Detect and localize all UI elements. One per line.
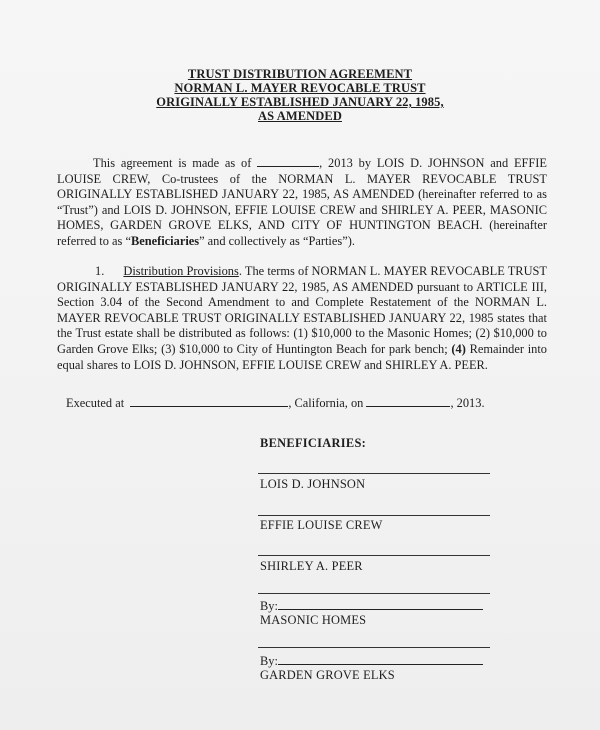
intro-text-start: This agreement is made as of	[93, 156, 258, 170]
execution-line	[66, 396, 485, 411]
execution-date-blank-line	[366, 396, 450, 407]
signature-line	[258, 647, 490, 648]
date-blank-line	[257, 156, 319, 167]
amended-title: AS AMENDED	[258, 109, 342, 123]
location-blank-line	[130, 396, 288, 407]
by-line	[260, 599, 483, 614]
trust-name-title: NORMAN L. MAYER REVOCABLE TRUST	[174, 81, 426, 95]
section-heading: Distribution Provisions	[123, 264, 239, 278]
signature-line	[258, 593, 490, 594]
item4-text: Remainder into equal shares to LOIS D. JOHNSON, EFFIE LOUISE CREW and SHIRLEY A. PEER.	[57, 341, 547, 372]
by-line	[260, 654, 483, 669]
signer-name: MASONIC HOMES	[260, 613, 367, 627]
established-title: ORIGINALLY ESTABLISHED JANUARY 22, 1985,	[156, 95, 444, 109]
signer-name: GARDEN GROVE ELKS	[260, 668, 395, 682]
beneficiaries-heading: BENEFICIARIES:	[260, 436, 367, 450]
item4-label: (4)	[451, 341, 466, 356]
beneficiaries-term: Beneficiaries	[130, 233, 200, 248]
document-title: TRUST DISTRIBUTION AGREEMENT	[187, 67, 413, 81]
signer-name: SHIRLEY A. PEER	[260, 559, 363, 573]
signature-line	[258, 555, 490, 556]
by-label: By:	[260, 654, 278, 668]
section-number: 1.	[95, 264, 105, 278]
executed-at-label: Executed at	[66, 396, 125, 410]
intro-text-body: , 2013 by LOIS D. JOHNSON and EFFIE LOUISE CREW, Co-trustees of the NORMAN L. MAYER REVOCABLE TRUST ORIGINALLY ESTABLISHED JANUARY 22, 1985, AS AMENDED (hereinafter referred to as “Trust”) and LOIS D. JOHNSON, EFFIE LOUISE CREW and SHIRLEY A. PEER, MASONIC HOMES, GARDEN GROVE ELKS, AND CITY OF HUNTINGTON BEACH. (hereinafter referred to as “	[57, 156, 547, 248]
signer-name: EFFIE LOUISE CREW	[260, 518, 383, 532]
distribution-items: (1) $10,000 to the Masonic Homes; (2) $10,000 to Garden Grove Elks; (3) $10,000 to City of Huntington Beach for park bench;	[57, 326, 547, 356]
distribution-section	[57, 264, 547, 373]
signature-line	[258, 473, 490, 474]
intro-paragraph	[57, 156, 547, 250]
by-blank-line	[278, 600, 483, 610]
year-label: , 2013.	[450, 396, 485, 410]
intro-text-end: ” and collectively as “Parties”).	[199, 233, 355, 248]
signature-line	[258, 515, 490, 516]
section-text: . The terms of NORMAN L. MAYER REVOCABLE TRUST ORIGINALLY ESTABLISHED JANUARY 22, 1985, AS AMENDED pursuant to ARTICLE III, Section 3.04 of the Second Amendment to and Complete Restatement of the NORMAN L. MAYER REVOCABLE TRUST ORIGINALLY ESTABLISHED JANUARY 22, 1985 states that the Trust estate shall be distributed as follows:	[57, 264, 547, 341]
signer-name: LOIS D. JOHNSON	[260, 477, 366, 491]
by-blank-line	[278, 655, 483, 665]
california-on-label: , California, on	[288, 396, 364, 410]
by-label: By:	[260, 599, 278, 613]
